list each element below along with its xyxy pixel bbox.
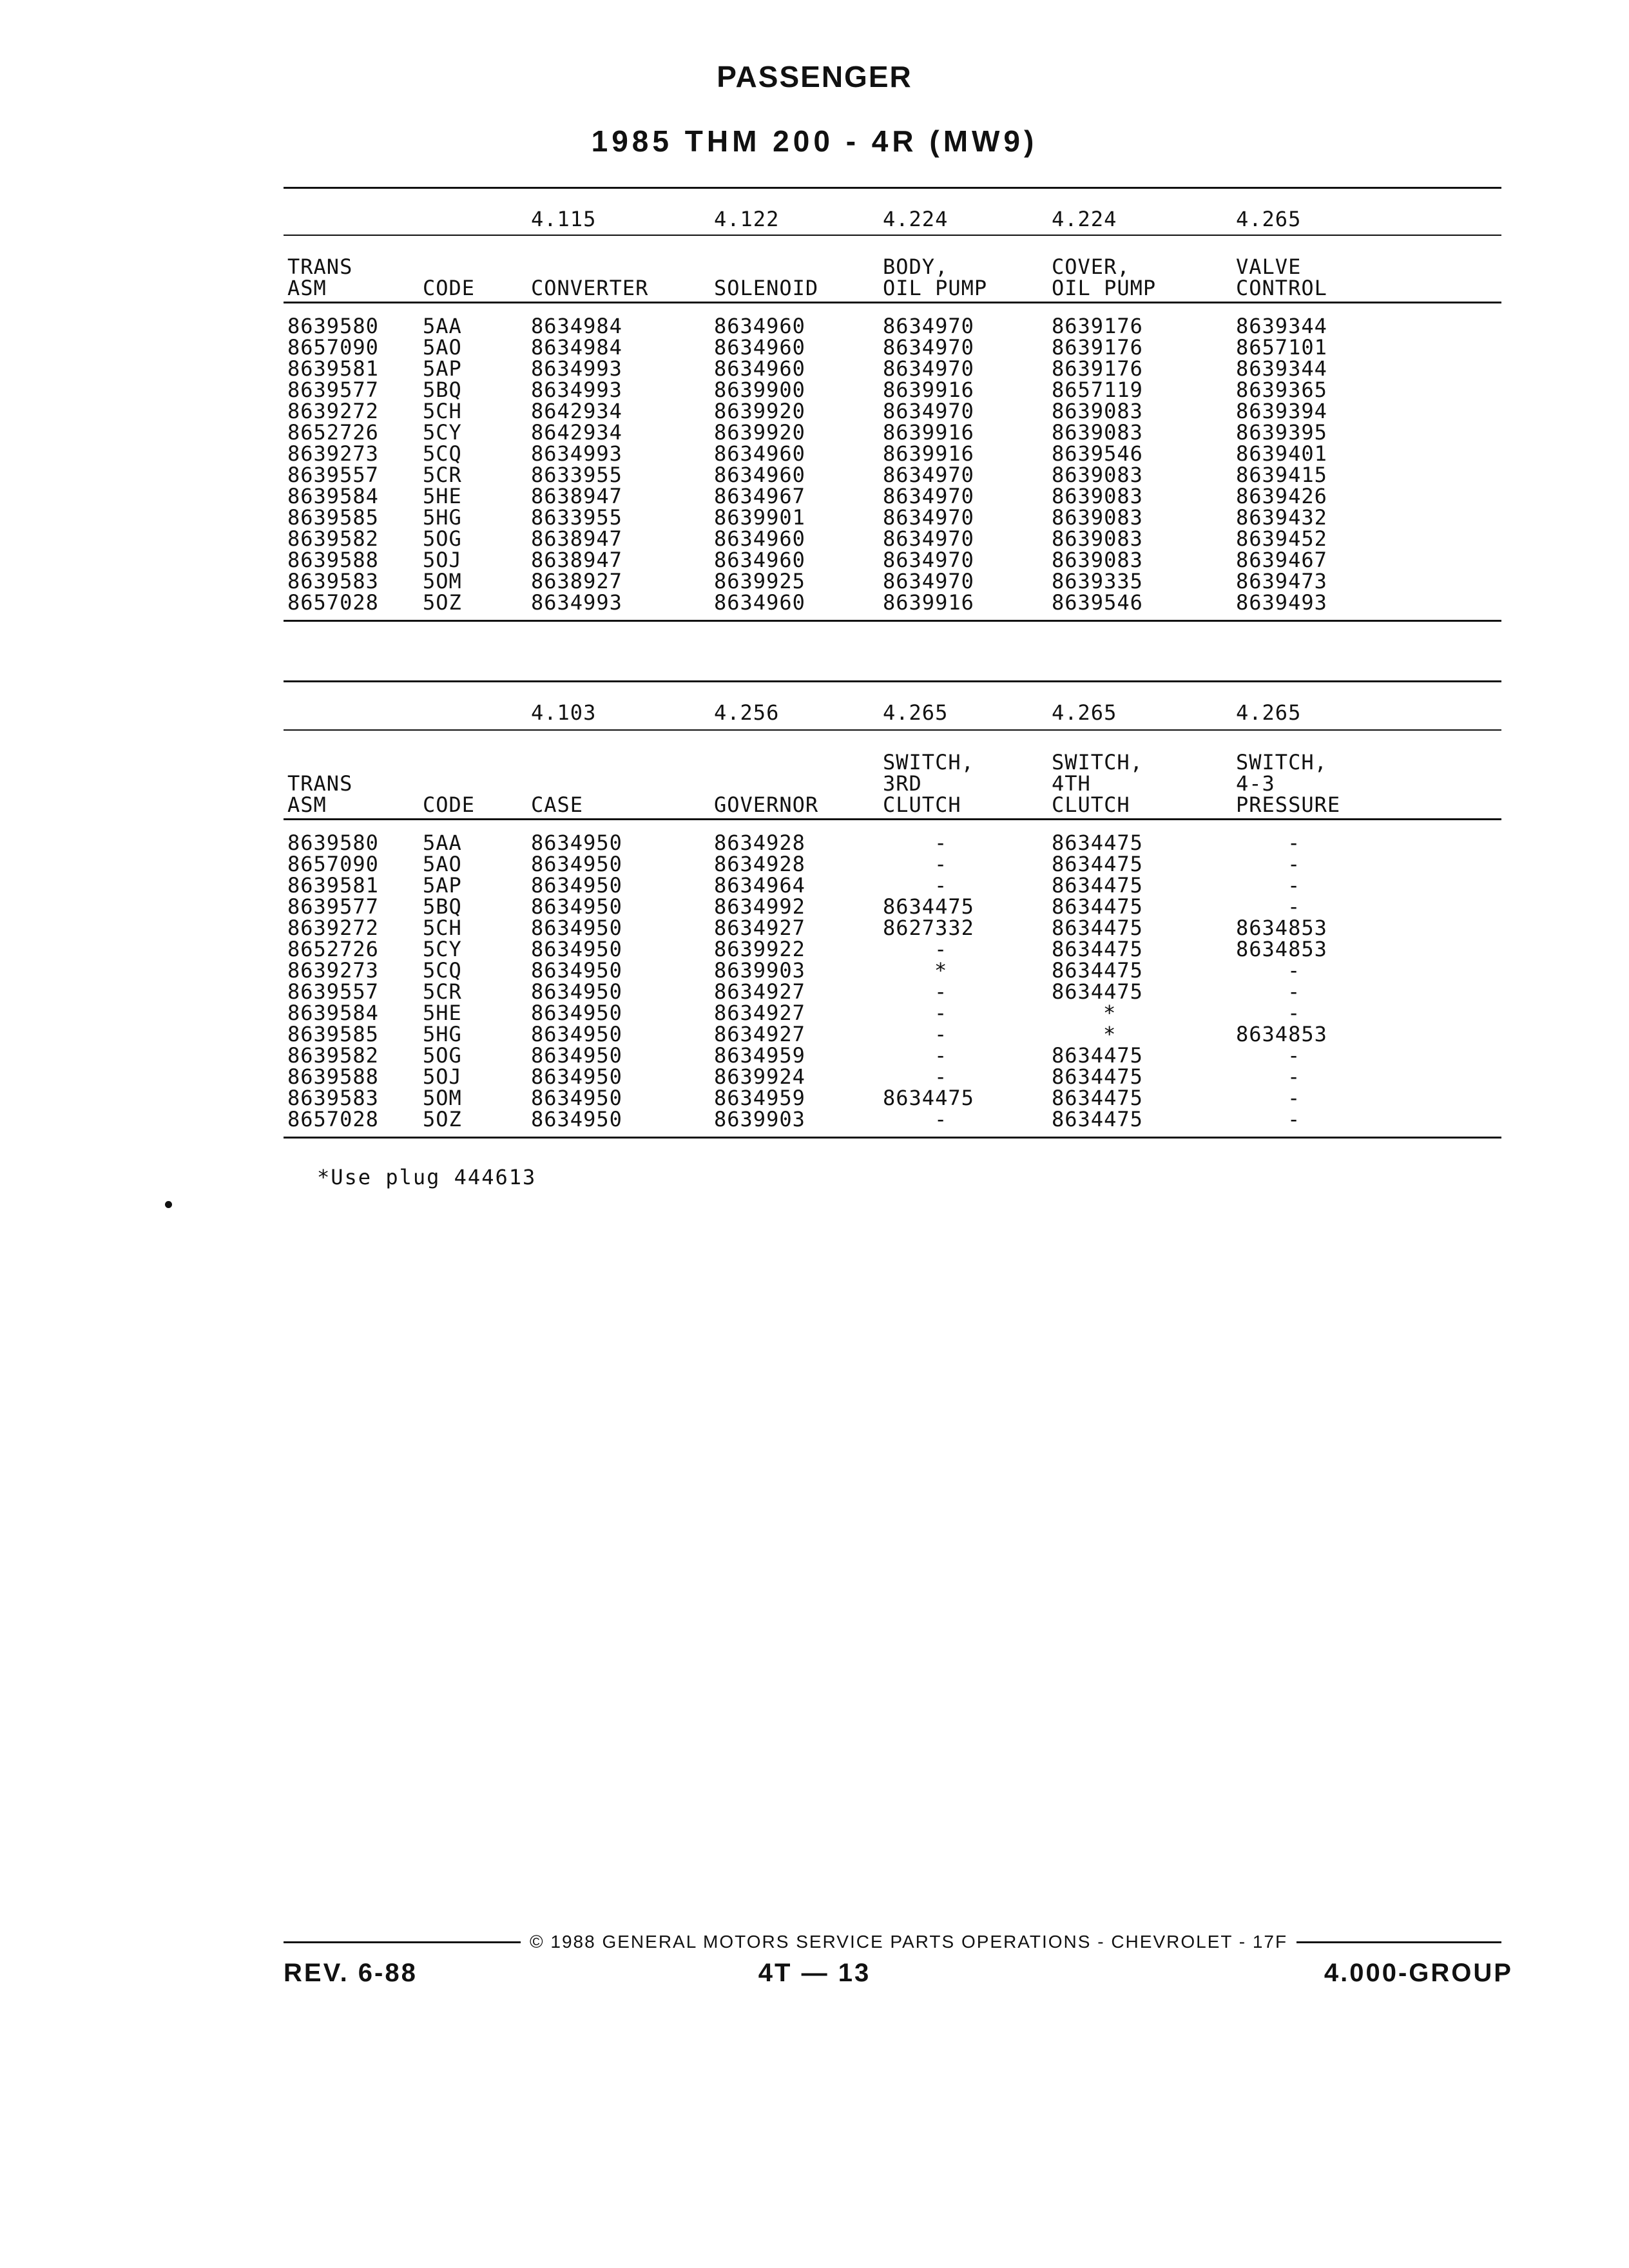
table-cell: 8634950 — [531, 958, 622, 983]
table-cell: 5AO — [423, 852, 462, 876]
table-cell: 5CR — [423, 979, 462, 1004]
column-header-line: TRANS — [287, 255, 353, 279]
table-cell: 8639176 — [1052, 314, 1143, 338]
table-cell: 8634960 — [714, 590, 805, 615]
table-cell: 8634970 — [883, 356, 974, 381]
table-cell: - — [1287, 873, 1301, 898]
table-cell: 8634475 — [1052, 1086, 1143, 1110]
table-cell: 8639582 — [287, 1043, 379, 1068]
table-cell: 8634993 — [531, 356, 622, 381]
column-header — [1236, 752, 1340, 816]
column-header — [1052, 752, 1143, 816]
table-cell: 8634927 — [714, 916, 805, 940]
table-cell: - — [934, 1022, 948, 1046]
table-cell: 8634475 — [1052, 831, 1143, 855]
table-cell: 8634950 — [531, 894, 622, 919]
table-top-rule — [284, 187, 1501, 189]
table-cell: 5OG — [423, 1043, 462, 1068]
table-cell: - — [1287, 894, 1301, 919]
table-cell: 8639584 — [287, 1001, 379, 1025]
table-cell: 8627332 — [883, 916, 974, 940]
column-header-line: PRESSURE — [1236, 793, 1341, 817]
table-cell: 8634960 — [714, 314, 805, 338]
column-header-line: CODE — [423, 793, 476, 817]
table-cell: 8639432 — [1236, 505, 1327, 530]
table-cell: 8639083 — [1052, 548, 1143, 572]
table-cell: 8634960 — [714, 526, 805, 551]
table-cell: 8639581 — [287, 356, 379, 381]
table-cell: 8634967 — [714, 484, 805, 508]
column-header-line: CONVERTER — [531, 276, 649, 300]
table-cell: 8639916 — [883, 420, 974, 445]
header-rule — [284, 818, 1501, 820]
table-cell: 8639344 — [1236, 314, 1327, 338]
table-cell: 8634970 — [883, 526, 974, 551]
table-cell: - — [1287, 1086, 1301, 1110]
group-number: 4.265 — [1236, 700, 1302, 725]
table-cell: 8639922 — [714, 937, 805, 961]
column-header-line: CLUTCH — [1052, 793, 1130, 817]
column-header-line: SWITCH, — [1236, 750, 1327, 774]
table-cell: - — [1287, 1043, 1301, 1068]
table-bottom-rule — [284, 1137, 1501, 1139]
table-cell: 8639925 — [714, 569, 805, 593]
table-cell: 8634970 — [883, 569, 974, 593]
group-number: 4.265 — [1236, 207, 1302, 231]
table-cell: 8634993 — [531, 441, 622, 466]
table-cell: 5CQ — [423, 958, 462, 983]
table-cell: 8634970 — [883, 399, 974, 423]
column-header-line: ASM — [287, 793, 327, 817]
column-header — [1052, 256, 1156, 299]
table-cell: 8639546 — [1052, 590, 1143, 615]
table-cell: 8633955 — [531, 463, 622, 487]
table-cell: 8639365 — [1236, 378, 1327, 402]
table-cell: 8634927 — [714, 1022, 805, 1046]
table-cell: 8652726 — [287, 420, 379, 445]
table-cell: 8639272 — [287, 399, 379, 423]
table-cell: 8634993 — [531, 590, 622, 615]
table-cell: 8639577 — [287, 378, 379, 402]
column-header-line: CODE — [423, 276, 476, 300]
group-number: 4.265 — [883, 700, 949, 725]
table-cell: 8634475 — [1052, 1043, 1143, 1068]
table-cell: 8634475 — [1052, 852, 1143, 876]
column-header-line: BODY, — [883, 255, 949, 279]
table-cell: 8634928 — [714, 831, 805, 855]
table-cell: 8639588 — [287, 1064, 379, 1089]
table-cell: 8639916 — [883, 378, 974, 402]
table-cell: 8634950 — [531, 873, 622, 898]
table-cell: 8639176 — [1052, 356, 1143, 381]
table-cell: 8639083 — [1052, 420, 1143, 445]
table-cell: 8634475 — [1052, 979, 1143, 1004]
page-subtitle: 1985 THM 200 - 4R (MW9) — [591, 124, 1038, 158]
header-rule — [284, 302, 1501, 303]
table-cell: 8634970 — [883, 548, 974, 572]
column-header-line: 3RD — [883, 771, 922, 796]
table-cell: 5AO — [423, 335, 462, 360]
table-cell: 8639920 — [714, 420, 805, 445]
column-header — [1236, 256, 1327, 299]
table-cell: - — [934, 1107, 948, 1131]
table-cell: 8642934 — [531, 420, 622, 445]
table-cell: * — [934, 958, 948, 983]
table-cell: 8638947 — [531, 548, 622, 572]
table-cell: 8634853 — [1236, 937, 1327, 961]
table-cell: 8634475 — [883, 894, 974, 919]
table-cell: 8639583 — [287, 569, 379, 593]
table-cell: 8634950 — [531, 1001, 622, 1025]
column-header-line: COVER, — [1052, 255, 1130, 279]
page-title: PASSENGER — [717, 60, 912, 93]
column-header-line: SWITCH, — [883, 750, 974, 774]
table-cell: 8657090 — [287, 852, 379, 876]
table-cell: 5HE — [423, 1001, 462, 1025]
table-cell: * — [1103, 1001, 1117, 1025]
table-cell: 8639415 — [1236, 463, 1327, 487]
table-cell: 8639395 — [1236, 420, 1327, 445]
table-cell: 8634950 — [531, 937, 622, 961]
table-cell: 5OZ — [423, 590, 462, 615]
table-cell: 8639335 — [1052, 569, 1143, 593]
table-cell: 8639467 — [1236, 548, 1327, 572]
table-cell: - — [934, 937, 948, 961]
table-cell: 8639273 — [287, 441, 379, 466]
table-cell: 8634950 — [531, 1043, 622, 1068]
table-cell: 8639577 — [287, 894, 379, 919]
group-number: 4.115 — [531, 207, 597, 231]
table-cell: - — [934, 831, 948, 855]
table-cell: 8634475 — [1052, 873, 1143, 898]
table-cell: 8634950 — [531, 1086, 622, 1110]
table-cell: 8639176 — [1052, 335, 1143, 360]
table-cell: 8639903 — [714, 958, 805, 983]
table-cell: 8639493 — [1236, 590, 1327, 615]
table-cell: 8639585 — [287, 505, 379, 530]
table-cell: 8657101 — [1236, 335, 1327, 360]
column-header — [423, 278, 475, 299]
table-cell: - — [934, 1064, 948, 1089]
group-number: 4.224 — [1052, 207, 1117, 231]
table-cell: - — [934, 1001, 948, 1025]
table-cell: 5OZ — [423, 1107, 462, 1131]
table-cell: 8657119 — [1052, 378, 1143, 402]
table-cell: 8638947 — [531, 484, 622, 508]
table-cell: 8652726 — [287, 937, 379, 961]
table-cell: 5CY — [423, 937, 462, 961]
table-cell: 8639582 — [287, 526, 379, 551]
column-header-line: OIL PUMP — [883, 276, 988, 300]
bullet-mark — [165, 1201, 172, 1208]
table-cell: 8634984 — [531, 314, 622, 338]
table-cell: 8639900 — [714, 378, 805, 402]
table-cell: 8634475 — [1052, 958, 1143, 983]
table-cell: - — [1287, 958, 1301, 983]
table-cell: 8634992 — [714, 894, 805, 919]
table-cell: - — [1287, 852, 1301, 876]
group-number: 4.256 — [714, 700, 780, 725]
table-cell: 8657028 — [287, 1107, 379, 1131]
table-cell: 5OM — [423, 1086, 462, 1110]
column-header-line: SOLENOID — [714, 276, 819, 300]
footer-page-number: 4T — 13 — [758, 1959, 871, 1987]
table-cell: 8639083 — [1052, 526, 1143, 551]
column-header — [287, 773, 352, 816]
column-header-line: SWITCH, — [1052, 750, 1143, 774]
table-cell: 8634853 — [1236, 1022, 1327, 1046]
group-number: 4.103 — [531, 700, 597, 725]
table-cell: 8639581 — [287, 873, 379, 898]
table-cell: 5OJ — [423, 1064, 462, 1089]
column-header — [423, 794, 475, 816]
table-cell: 8639916 — [883, 441, 974, 466]
table-cell: 5CH — [423, 399, 462, 423]
table-cell: 8634927 — [714, 979, 805, 1004]
column-header-line: CONTROL — [1236, 276, 1327, 300]
table-cell: 8633955 — [531, 505, 622, 530]
table-cell: 8634970 — [883, 314, 974, 338]
table-cell: 8634950 — [531, 916, 622, 940]
table-cell: 8634959 — [714, 1086, 805, 1110]
column-header-line: ASM — [287, 276, 327, 300]
table-cell: 8634964 — [714, 873, 805, 898]
table-cell: 8634475 — [1052, 894, 1143, 919]
table-cell: 5CH — [423, 916, 462, 940]
table-cell: 8634475 — [1052, 1107, 1143, 1131]
table-cell: 5CR — [423, 463, 462, 487]
table-cell: * — [1103, 1022, 1117, 1046]
table-cell: 8634970 — [883, 463, 974, 487]
table-cell: 8639557 — [287, 463, 379, 487]
table-cell: 8639580 — [287, 831, 379, 855]
table-cell: 8634959 — [714, 1043, 805, 1068]
column-header-line: OIL PUMP — [1052, 276, 1157, 300]
table-cell: 8639401 — [1236, 441, 1327, 466]
table-cell: 8639920 — [714, 399, 805, 423]
column-header — [883, 256, 987, 299]
table-cell: 8639916 — [883, 590, 974, 615]
table-cell: 8639083 — [1052, 484, 1143, 508]
table-cell: 8634970 — [883, 484, 974, 508]
table-cell: 8639584 — [287, 484, 379, 508]
parts-table-1 — [284, 187, 1501, 625]
copyright-line — [284, 1929, 1501, 1955]
table-cell: 8639083 — [1052, 463, 1143, 487]
copyright-rule-right — [1296, 1941, 1501, 1943]
footer-revision: REV. 6-88 — [284, 1959, 418, 1987]
table-cell: 8639901 — [714, 505, 805, 530]
table-cell: 8634475 — [883, 1086, 974, 1110]
footnote: *Use plug 444613 — [317, 1165, 537, 1189]
table-cell: 8639394 — [1236, 399, 1327, 423]
table-cell: 8639580 — [287, 314, 379, 338]
group-number: 4.224 — [883, 207, 949, 231]
table-cell: 8642934 — [531, 399, 622, 423]
table-cell: 5AP — [423, 356, 462, 381]
column-header-line: CLUTCH — [883, 793, 961, 817]
column-header — [714, 278, 818, 299]
table-cell: 8634950 — [531, 1064, 622, 1089]
table-cell: 8639903 — [714, 1107, 805, 1131]
column-header-line: VALVE — [1236, 255, 1302, 279]
table-cell: 8639585 — [287, 1022, 379, 1046]
table-cell: 8639583 — [287, 1086, 379, 1110]
table-cell: 5OM — [423, 569, 462, 593]
table-cell: 8639557 — [287, 979, 379, 1004]
table-cell: 5CQ — [423, 441, 462, 466]
table-cell: 8638927 — [531, 569, 622, 593]
table-cell: 5HG — [423, 505, 462, 530]
footer-group: 4.000-GROUP — [1324, 1959, 1513, 1987]
table-cell: - — [1287, 1064, 1301, 1089]
column-header — [883, 752, 974, 816]
table-cell: 8634970 — [883, 505, 974, 530]
table-cell: 8657090 — [287, 335, 379, 360]
table-cell: - — [1287, 1107, 1301, 1131]
group-number-rule — [284, 235, 1501, 236]
table-cell: 5HE — [423, 484, 462, 508]
table-cell: 8634853 — [1236, 916, 1327, 940]
table-cell: 8634960 — [714, 441, 805, 466]
table-cell: 5OJ — [423, 548, 462, 572]
table-cell: 8634960 — [714, 356, 805, 381]
table-cell: 8639344 — [1236, 356, 1327, 381]
column-header-line: TRANS — [287, 771, 353, 796]
table-cell: 8639546 — [1052, 441, 1143, 466]
table-cell: 8634960 — [714, 548, 805, 572]
table-cell: 8639083 — [1052, 399, 1143, 423]
table-cell: 8634475 — [1052, 1064, 1143, 1089]
table-cell: 5CY — [423, 420, 462, 445]
table-cell: 5OG — [423, 526, 462, 551]
table-cell: 8639083 — [1052, 505, 1143, 530]
table-cell: 8634950 — [531, 1107, 622, 1131]
table-cell: 8634950 — [531, 831, 622, 855]
parts-table-2 — [284, 680, 1501, 1138]
table-cell: 8634475 — [1052, 937, 1143, 961]
table-cell: 8634950 — [531, 1022, 622, 1046]
table-cell: - — [934, 873, 948, 898]
column-header-line: GOVERNOR — [714, 793, 819, 817]
table-cell: 8634960 — [714, 463, 805, 487]
table-cell: 8657028 — [287, 590, 379, 615]
table-cell: - — [1287, 979, 1301, 1004]
table-cell: 5AA — [423, 831, 462, 855]
table-cell: 8638947 — [531, 526, 622, 551]
table-cell: - — [934, 1043, 948, 1068]
table-cell: 5HG — [423, 1022, 462, 1046]
table-cell: 8634960 — [714, 335, 805, 360]
table-cell: 8639924 — [714, 1064, 805, 1089]
table-cell: 8634993 — [531, 378, 622, 402]
copyright-rule-left — [284, 1941, 521, 1943]
table-cell: 8639426 — [1236, 484, 1327, 508]
column-header-line: CASE — [531, 793, 584, 817]
table-cell: 8634928 — [714, 852, 805, 876]
table-cell: 8639273 — [287, 958, 379, 983]
table-cell: - — [1287, 1001, 1301, 1025]
column-header — [531, 794, 583, 816]
table-cell: 8639473 — [1236, 569, 1327, 593]
table-cell: - — [1287, 831, 1301, 855]
table-cell: 8639452 — [1236, 526, 1327, 551]
column-header-line: 4TH — [1052, 771, 1091, 796]
column-header-line: 4-3 — [1236, 771, 1275, 796]
group-number: 4.122 — [714, 207, 780, 231]
table-cell: 8639272 — [287, 916, 379, 940]
table-cell: 5BQ — [423, 378, 462, 402]
table-cell: 8634984 — [531, 335, 622, 360]
table-cell: 8634950 — [531, 852, 622, 876]
table-cell: 8639588 — [287, 548, 379, 572]
table-cell: - — [934, 979, 948, 1004]
column-header — [287, 256, 352, 299]
table-cell: 5AA — [423, 314, 462, 338]
copyright-text: © 1988 GENERAL MOTORS SERVICE PARTS OPERATIONS - CHEVROLET - 17F — [530, 1932, 1288, 1952]
table-cell: - — [934, 852, 948, 876]
column-header — [531, 278, 648, 299]
group-number: 4.265 — [1052, 700, 1117, 725]
table-top-rule — [284, 680, 1501, 682]
column-header — [714, 794, 818, 816]
table-cell: 8634927 — [714, 1001, 805, 1025]
table-cell: 8634950 — [531, 979, 622, 1004]
table-cell: 5AP — [423, 873, 462, 898]
table-cell: 8634475 — [1052, 916, 1143, 940]
table-cell: 8634970 — [883, 335, 974, 360]
group-number-rule — [284, 729, 1501, 731]
table-cell: 5BQ — [423, 894, 462, 919]
table-bottom-rule — [284, 620, 1501, 622]
